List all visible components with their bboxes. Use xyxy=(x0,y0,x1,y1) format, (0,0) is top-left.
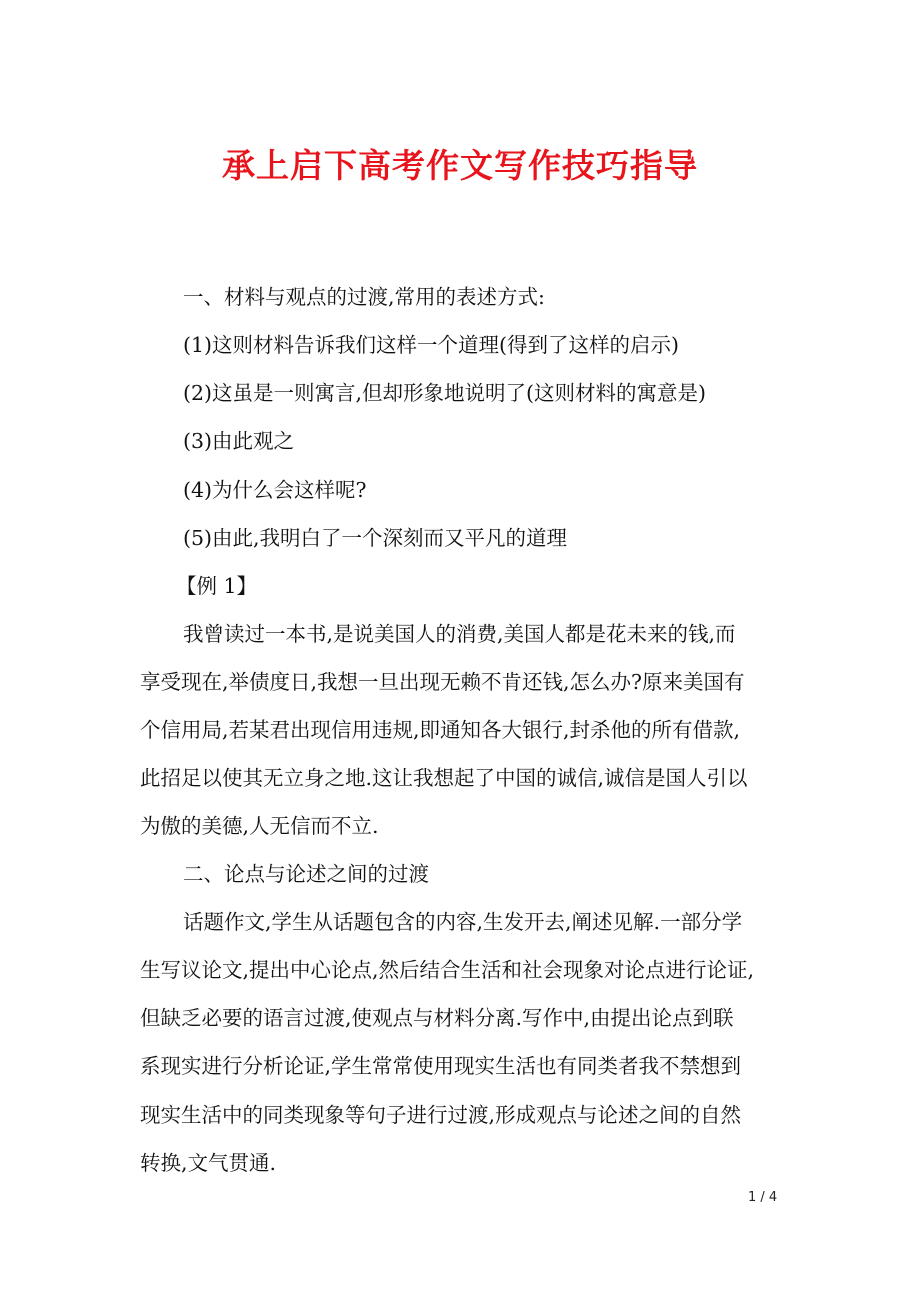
paragraph-line: 为傲的美德,人无信而不立. xyxy=(140,814,379,838)
paragraph-line: 此招足以使其无立身之地.这让我想起了中国的诚信,诚信是国人引以 xyxy=(140,766,748,790)
paragraph-line: 话题作文,学生从话题包含的内容,生发开去,阐述见解.一部分学 xyxy=(183,910,743,934)
paragraph-line: 生写议论文,提出中心论点,然后结合生活和社会现象对论点进行论证, xyxy=(140,958,755,982)
paragraph-line: 系现实进行分析论证,学生常常使用现实生活也有同类者我不禁想到 xyxy=(140,1054,742,1078)
paragraph-line: 个信用局,若某君出现信用违规,即通知各大银行,封杀他的所有借款, xyxy=(140,718,741,742)
page-number: 1 / 4 xyxy=(748,1190,778,1205)
section-heading: 二、论点与论述之间的过渡 xyxy=(183,862,429,886)
document-title: 承上启下高考作文写作技巧指导 xyxy=(222,146,698,185)
paragraph-line: 享受现在,举债度日,我想一旦出现无赖不肯还钱,怎么办?原来美国有 xyxy=(140,670,745,694)
example-label: 【例 1】 xyxy=(176,574,258,598)
list-item: (2)这虽是一则寓言,但却形象地说明了(这则材料的寓意是) xyxy=(183,381,707,405)
list-item: (3)由此观之 xyxy=(183,429,295,453)
section-heading: 一、材料与观点的过渡,常用的表述方式: xyxy=(183,285,545,309)
list-item: (5)由此,我明白了一个深刻而又平凡的道理 xyxy=(183,526,568,550)
paragraph-line: 转换,文气贯通. xyxy=(140,1151,277,1175)
list-item: (1)这则材料告诉我们这样一个道理(得到了这样的启示) xyxy=(183,333,680,357)
list-item: (4)为什么会这样呢? xyxy=(183,478,367,502)
paragraph-line: 但缺乏必要的语言过渡,使观点与材料分离.写作中,由提出论点到联 xyxy=(140,1006,734,1030)
paragraph-line: 我曾读过一本书,是说美国人的消费,美国人都是花未来的钱,而 xyxy=(183,622,736,646)
paragraph-line: 现实生活中的同类现象等句子进行过渡,形成观点与论述之间的自然 xyxy=(140,1103,742,1127)
